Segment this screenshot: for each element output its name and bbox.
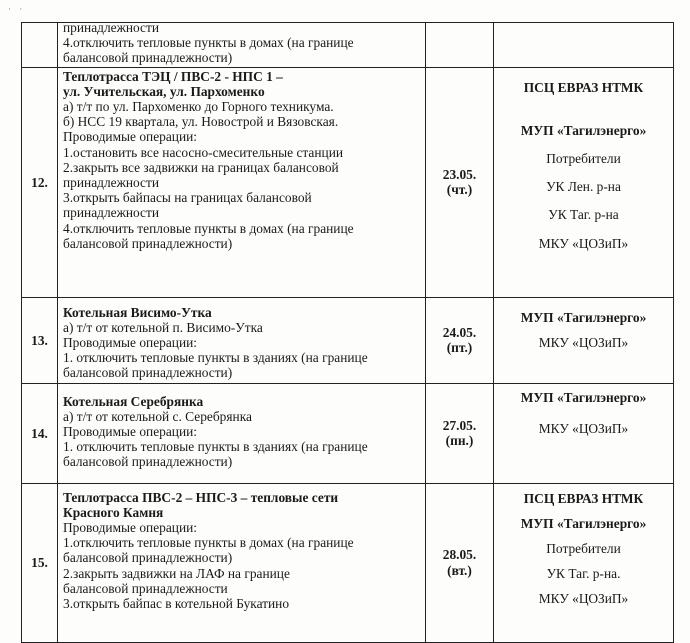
description-line: принадлежности	[63, 20, 159, 35]
description-line: 1.отключить тепловые пункты в домах (на границе	[63, 535, 354, 551]
description-line: Проводимые операции:	[63, 520, 198, 536]
responsible-party: МУП «Тагилэнерго»	[520, 122, 647, 138]
description-line: балансовой принадлежности)	[63, 550, 233, 566]
description-line: Проводимые операции:	[63, 129, 198, 145]
row-number: 15.	[22, 483, 58, 642]
responsible-party: МКУ «ЦОЗиП»	[538, 591, 629, 607]
description-line: балансовой принадлежности)	[63, 50, 233, 66]
responsible-party: Потребители	[546, 151, 621, 167]
responsible-party: МУП «Тагилэнерго»	[520, 309, 647, 325]
description-line: 3.открыть байпас в котельной Букатино	[63, 596, 290, 612]
responsible-party: УК Таг. р-на.	[546, 566, 621, 582]
weekday: (пн.)	[445, 433, 474, 449]
date-cell	[426, 383, 494, 483]
description-line: балансовой принадлежности)	[63, 365, 233, 381]
row-number: 14.	[22, 383, 58, 483]
description-line: 1. отключить тепловые пункты в зданиях (на границе	[63, 439, 368, 455]
responsible-party: МУП «Тагилэнерго»	[520, 389, 647, 405]
description-line: 4.отключить тепловые пункты в домах (на границе	[63, 35, 354, 51]
description-line: а) т/т по ул. Пархоменко до Горного техникума.	[63, 99, 334, 115]
description-line: 2.закрыть все задвижки на границах балансовой	[63, 159, 339, 175]
responsible-party: Потребители	[546, 541, 621, 557]
scan-marks: · ·	[8, 4, 26, 14]
object-title: Котельная Серебрянка	[63, 393, 204, 409]
date-cell	[426, 483, 494, 642]
date-value: 24.05.	[442, 324, 477, 340]
responsible-party: ПСЦ ЕВРАЗ НТМК	[523, 490, 644, 506]
description-line: принадлежности	[63, 205, 159, 221]
description-line: б) НСС 19 квартала, ул. Новострой и Вязовская.	[63, 114, 339, 130]
responsible-party: ПСЦ ЕВРАЗ НТМК	[523, 79, 644, 95]
table-row	[22, 383, 674, 483]
description-line: балансовой принадлежности)	[63, 454, 233, 470]
date-cell	[426, 297, 494, 383]
object-title: ул. Учительская, ул. Пархоменко	[63, 83, 265, 99]
responsible-party: МКУ «ЦОЗиП»	[538, 420, 629, 436]
responsible-party: МКУ «ЦОЗиП»	[538, 334, 629, 350]
date-value: 27.05.	[442, 417, 477, 433]
table-row	[22, 67, 674, 297]
date-value: 28.05.	[442, 547, 477, 563]
object-title: Красного Камня	[63, 504, 164, 520]
object-description	[58, 483, 426, 642]
responsible-cell	[494, 67, 674, 297]
description-line: Проводимые операции:	[63, 424, 198, 440]
description-line: балансовой принадлежности	[63, 580, 228, 596]
responsible-party: МУП «Тагилэнерго»	[520, 515, 647, 531]
row-number	[22, 23, 58, 68]
responsible-party: УК Таг. р-на	[548, 207, 619, 223]
row-number: 13.	[22, 297, 58, 383]
weekday: (чт.)	[446, 182, 473, 198]
row-number: 12.	[22, 67, 58, 297]
description-line: 1.остановить все насосно-смесительные станции	[63, 144, 344, 160]
responsible-party: МКУ «ЦОЗиП»	[538, 235, 629, 251]
description-line: 3.открыть байпасы на границах балансовой	[63, 190, 312, 206]
object-description	[58, 67, 426, 297]
responsible-cell	[494, 383, 674, 483]
date-cell	[426, 23, 494, 68]
object-description	[58, 297, 426, 383]
weekday: (вт.)	[447, 562, 472, 578]
description-line: 4.отключить тепловые пункты в домах (на границе	[63, 220, 354, 236]
description-line: а) т/т от котельной п. Висимо-Утка	[63, 319, 263, 335]
description-line: балансовой принадлежности)	[63, 235, 233, 251]
table-row	[22, 297, 674, 383]
weekday: (пт.)	[446, 340, 473, 356]
description-line: 1. отключить тепловые пункты в зданиях (на границе	[63, 350, 368, 366]
table-row-continued	[22, 23, 674, 68]
description-line: Проводимые операции:	[63, 335, 198, 351]
description-line: принадлежности	[63, 175, 159, 191]
responsible-party: УК Лен. р-на	[546, 179, 621, 195]
date-value: 23.05.	[442, 166, 477, 182]
description-line: а) т/т от котельной с. Серебрянка	[63, 408, 252, 424]
object-description	[58, 383, 426, 483]
object-title: Котельная Висимо-Утка	[63, 304, 212, 320]
object-title: Теплотрасса ТЭЦ / ПВС-2 - НПС 1 –	[63, 68, 283, 84]
responsible-cell	[494, 23, 674, 68]
object-title: Теплотрасса ПВС-2 – НПС-3 – тепловые сети	[63, 489, 339, 505]
description-line: 2.закрыть задвижки на ЛАФ на границе	[63, 565, 290, 581]
table-row	[22, 483, 674, 642]
shutdown-schedule-table	[21, 22, 674, 643]
object-description	[58, 20, 426, 68]
responsible-cell	[494, 483, 674, 642]
date-cell	[426, 67, 494, 297]
responsible-cell	[494, 297, 674, 383]
